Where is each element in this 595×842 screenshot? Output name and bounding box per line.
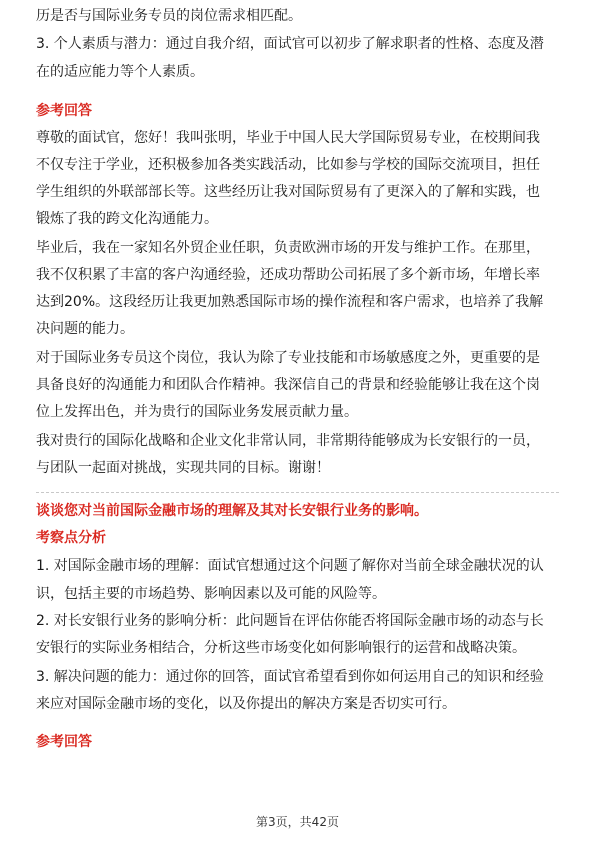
- page-number: 第3页，共42页: [256, 815, 339, 829]
- text-line: 历是否与国际业务专员的岗位需求相匹配。: [36, 8, 302, 24]
- text-line: 尊敬的面试官，您好！我叫张明，毕业于中国人民大学国际贸易专业，在校期间我: [36, 130, 540, 146]
- text-line: 决问题的能力。: [36, 321, 134, 337]
- text-line: 识，包括主要的市场趋势、影响因素以及可能的风险等。: [36, 586, 386, 602]
- text-line: 来应对国际金融市场的变化，以及你提出的解决方案是否切实可行。: [36, 696, 456, 712]
- text-line: 与团队一起面对挑战，实现共同的目标。谢谢！: [36, 460, 330, 476]
- section-heading-reference-answer: 参考回答: [36, 103, 92, 119]
- text-line: 对于国际业务专员这个岗位，我认为除了专业技能和市场敏感度之外，更重要的是: [36, 350, 540, 366]
- text-line: 锻炼了我的跨文化沟通能力。: [36, 211, 218, 227]
- text-line: 我对贵行的国际化战略和企业文化非常认同，非常期待能够成为长安银行的一员，: [36, 433, 540, 449]
- text-line: 不仅专注于学业，还积极参加各类实践活动，比如参与学校的国际交流项目，担任: [36, 157, 540, 173]
- text-line: 具备良好的沟通能力和团队合作精神。我深信自己的背景和经验能够让我在这个岗: [36, 377, 540, 393]
- text-line: 2. 对长安银行业务的影响分析：此问题旨在评估你能否将国际金融市场的动态与长: [36, 613, 544, 629]
- text-line: 毕业后，我在一家知名外贸企业任职，负责欧洲市场的开发与维护工作。在那里，: [36, 240, 540, 256]
- text-line: 3. 解决问题的能力：通过你的回答，面试官希望看到你如何运用自己的知识和经验: [36, 669, 544, 685]
- text-line: 3. 个人素质与潜力：通过自我介绍，面试官可以初步了解求职者的性格、态度及潜: [36, 36, 544, 52]
- question-heading: 谈谈您对当前国际金融市场的理解及其对长安银行业务的影响。: [36, 503, 428, 519]
- text-line: 我不仅积累了丰富的客户沟通经验，还成功帮助公司拓展了多个新市场，年增长率: [36, 267, 540, 283]
- text-line: 达到20%。这段经历让我更加熟悉国际市场的操作流程和客户需求，也培养了我解: [36, 294, 544, 310]
- section-heading-reference-answer: 参考回答: [36, 734, 92, 750]
- text-line: 1. 对国际金融市场的理解：面试官想通过这个问题了解你对当前全球金融状况的认: [36, 558, 544, 574]
- text-line: 安银行的实际业务相结合，分析这些市场变化如何影响银行的运营和战略决策。: [36, 640, 526, 656]
- text-line: 学生组织的外联部部长等。这些经历让我对国际贸易有了更深入的了解和实践，也: [36, 184, 540, 200]
- section-divider: [36, 492, 559, 493]
- section-heading-analysis: 考察点分析: [36, 530, 106, 546]
- text-line: 位上发挥出色，并为贵行的国际业务发展贡献力量。: [36, 404, 358, 420]
- text-line: 在的适应能力等个人素质。: [36, 64, 204, 80]
